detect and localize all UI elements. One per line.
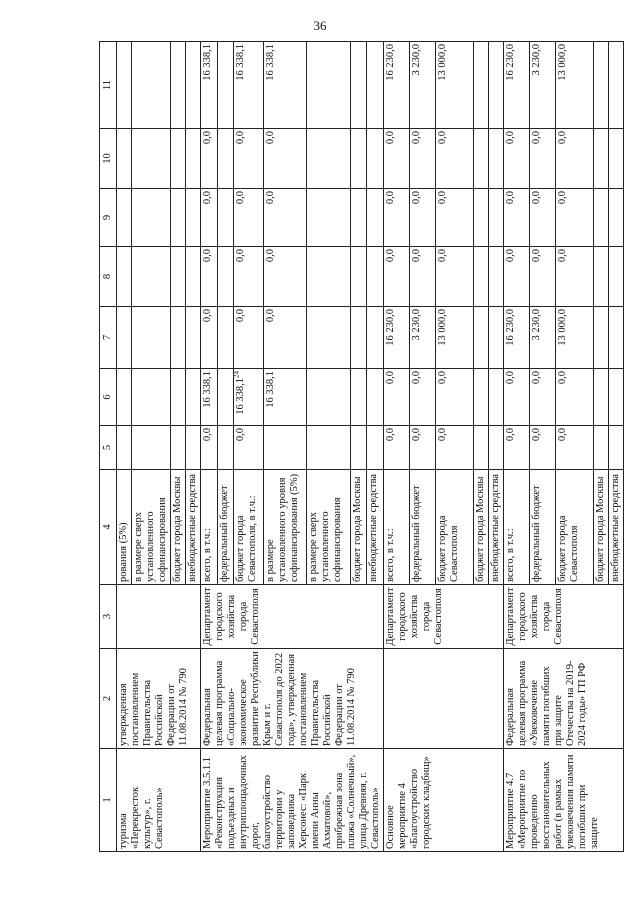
value-cell: 0,0: [436, 129, 474, 189]
value-cell: 3 230,0: [410, 307, 436, 369]
activity-name-cell: Мероприятие 4.7 «Мероприятие по проведению восстановительных работ (в рамках увековечения памяти погибших при защите: [504, 749, 624, 852]
value-cell: 0,0: [530, 247, 556, 307]
value-cell: 0,0: [530, 426, 556, 470]
value-cell: 0,0: [504, 129, 530, 189]
column-header: 7: [100, 307, 117, 369]
source-cell: бюджет города Москвы: [350, 470, 367, 585]
value-cell: 16 230,0: [504, 42, 530, 129]
executor-cell: Департамент городского хозяйства города Севастополя: [504, 585, 624, 649]
value-cell: 16 338,1: [201, 42, 218, 129]
value-cell: 0,0: [234, 189, 264, 247]
source-cell: бюджет города Москвы: [594, 470, 609, 585]
value-cell: 0,0: [504, 369, 530, 426]
value-cell: 0,0: [384, 426, 410, 470]
source-cell: в размере сверх установленного софинансирования: [132, 470, 171, 585]
value-cell: 0,0: [556, 129, 594, 189]
value-cell: 3 230,0: [410, 42, 436, 129]
value-cell: 0,0: [201, 426, 218, 470]
source-cell: внебюджетные средства: [367, 470, 384, 585]
value-cell: 0,0: [436, 189, 474, 247]
value-cell: 13 000,0: [556, 307, 594, 369]
value-cell: 16 338,1: [234, 42, 264, 129]
value-cell: 0,0: [264, 307, 307, 369]
activity-name-cell: Основное мероприятие 4 «Благоустройство городских кладбищ»: [384, 749, 504, 852]
source-cell: всего, в т.ч.:: [384, 470, 410, 585]
source-cell: всего, в т.ч.:: [201, 470, 218, 585]
source-cell: в размере сверх установленного софинансирования: [307, 470, 350, 585]
executor-cell: Департамент городского хозяйства города Севастополя: [384, 585, 504, 649]
value-cell: [264, 426, 307, 470]
value-cell: 0,0: [410, 369, 436, 426]
value-cell: 0,0: [384, 129, 410, 189]
value-cell: 13 000,0: [436, 307, 474, 369]
table-row: [504, 42, 530, 852]
column-header: 4: [100, 470, 117, 585]
program-cell: Федеральная целевая программа «Социально-экономическое развитие Республики Крым и г. Севастополя до 2022 года», утвержденная постановлением Правительства Российской Федерации от 11.08.2014 № 790: [201, 649, 384, 749]
program-cell: Федеральная целевая программа «Увековечение памяти погибших при защите Отечества на 2019-2024 годы» ГП РФ: [504, 649, 624, 749]
value-cell: 0,0: [530, 189, 556, 247]
column-header: 10: [100, 129, 117, 189]
value-cell: 0,0: [234, 247, 264, 307]
value-cell: 16 338,1: [264, 42, 307, 129]
value-cell: 0,0: [556, 247, 594, 307]
value-cell: 0,0: [201, 247, 218, 307]
rotated-table-container: [99, 42, 621, 852]
value-cell: 0,0: [436, 426, 474, 470]
value-cell: 0,0: [201, 129, 218, 189]
value-cell: 16 230,0: [504, 307, 530, 369]
column-header: 5: [100, 426, 117, 470]
value-cell: 3 230,0: [530, 42, 556, 129]
source-cell: внебюджетные средства: [609, 470, 624, 585]
program-cell: утвержденная постановлением Правительства Российской Федерации от 11.08.2014 № 790: [117, 649, 201, 749]
source-cell: бюджет города Севастополя: [556, 470, 594, 585]
value-cell: 0,0: [234, 426, 264, 470]
source-cell: рования (5%): [117, 470, 132, 585]
column-header: 1: [100, 749, 117, 852]
source-cell: бюджет города Москвы: [171, 470, 186, 585]
value-cell: 13 000,0: [556, 42, 594, 129]
column-header: 8: [100, 247, 117, 307]
source-cell: внебюджетные средства: [186, 470, 201, 585]
source-cell: федеральный бюджет: [410, 470, 436, 585]
source-cell: бюджет города Москвы: [474, 470, 489, 585]
value-cell: 13 000,0: [436, 42, 474, 129]
value-cell: 0,0: [436, 369, 474, 426]
column-header: 3: [100, 585, 117, 649]
activity-name-cell: Мероприятие 3.5.1.1 «Реконструкция подъездных и внутриплощадочных дорог, благоустройство территории у заповедника Херсонес: «Парк имени Анны Ахматовой», прибрежная зона пляжа «Солнечный», улица Древняя, г. Севастополь»: [201, 749, 384, 852]
value-cell: 16 338,1$^{24}$: [234, 369, 264, 426]
value-cell: 0,0: [234, 307, 264, 369]
table-row: [117, 42, 132, 852]
column-header: 9: [100, 189, 117, 247]
source-cell: федеральный бюджет: [217, 470, 234, 585]
column-header: 11: [100, 42, 117, 129]
source-cell: бюджет города Севастополя: [436, 470, 474, 585]
activity-name-cell: туризма «Перекресток культур», г. Севастополь»: [117, 749, 201, 852]
value-cell: 0,0: [504, 189, 530, 247]
value-cell: 0,0: [201, 189, 218, 247]
source-cell: бюджет города Севастополя, в т.ч.:: [234, 470, 264, 585]
page-number: 36: [313, 18, 327, 33]
source-cell: федеральный бюджет: [530, 470, 556, 585]
value-cell: 0,0: [410, 189, 436, 247]
value-cell: 0,0: [384, 189, 410, 247]
value-cell: 0,0: [384, 247, 410, 307]
value-cell: 0,0: [556, 369, 594, 426]
value-cell: 0,0: [556, 426, 594, 470]
value-cell: 16 338,1: [201, 369, 218, 426]
table-row: [201, 42, 218, 852]
executor-cell: Департамент городского хозяйства города Севастополя: [201, 585, 384, 649]
value-cell: 0,0: [436, 247, 474, 307]
footnote-marker: 24: [232, 371, 241, 378]
value-cell: 3 230,0: [530, 307, 556, 369]
header-row: [100, 42, 117, 852]
column-header: 2: [100, 649, 117, 749]
value-cell: 0,0: [410, 247, 436, 307]
funding-table: [99, 41, 624, 852]
value-cell: 0,0: [264, 129, 307, 189]
source-cell: в размере установленного уровня софинансирования (5%): [264, 470, 307, 585]
value-cell: 0,0: [410, 129, 436, 189]
executor-cell: [117, 585, 201, 649]
value-cell: 0,0: [504, 247, 530, 307]
value-cell: 0,0: [556, 189, 594, 247]
value-cell: 16 230,0: [384, 307, 410, 369]
column-header: 6: [100, 369, 117, 426]
source-cell: всего, в т.ч.:: [504, 470, 530, 585]
value-cell: 16 338,1: [264, 369, 307, 426]
value-cell: 0,0: [264, 247, 307, 307]
value-cell: 0,0: [384, 369, 410, 426]
value-cell: 0,0: [530, 129, 556, 189]
value-cell: 0,0: [504, 426, 530, 470]
value-cell: 0,0: [530, 369, 556, 426]
program-cell: [384, 649, 504, 749]
value-cell: 0,0: [234, 129, 264, 189]
source-cell: внебюджетные средства: [489, 470, 504, 585]
table-row: [384, 42, 410, 852]
value-cell: 0,0: [410, 426, 436, 470]
value-cell: 0,0: [264, 189, 307, 247]
value-cell: 16 230,0: [384, 42, 410, 129]
value-cell: 0,0: [201, 307, 218, 369]
